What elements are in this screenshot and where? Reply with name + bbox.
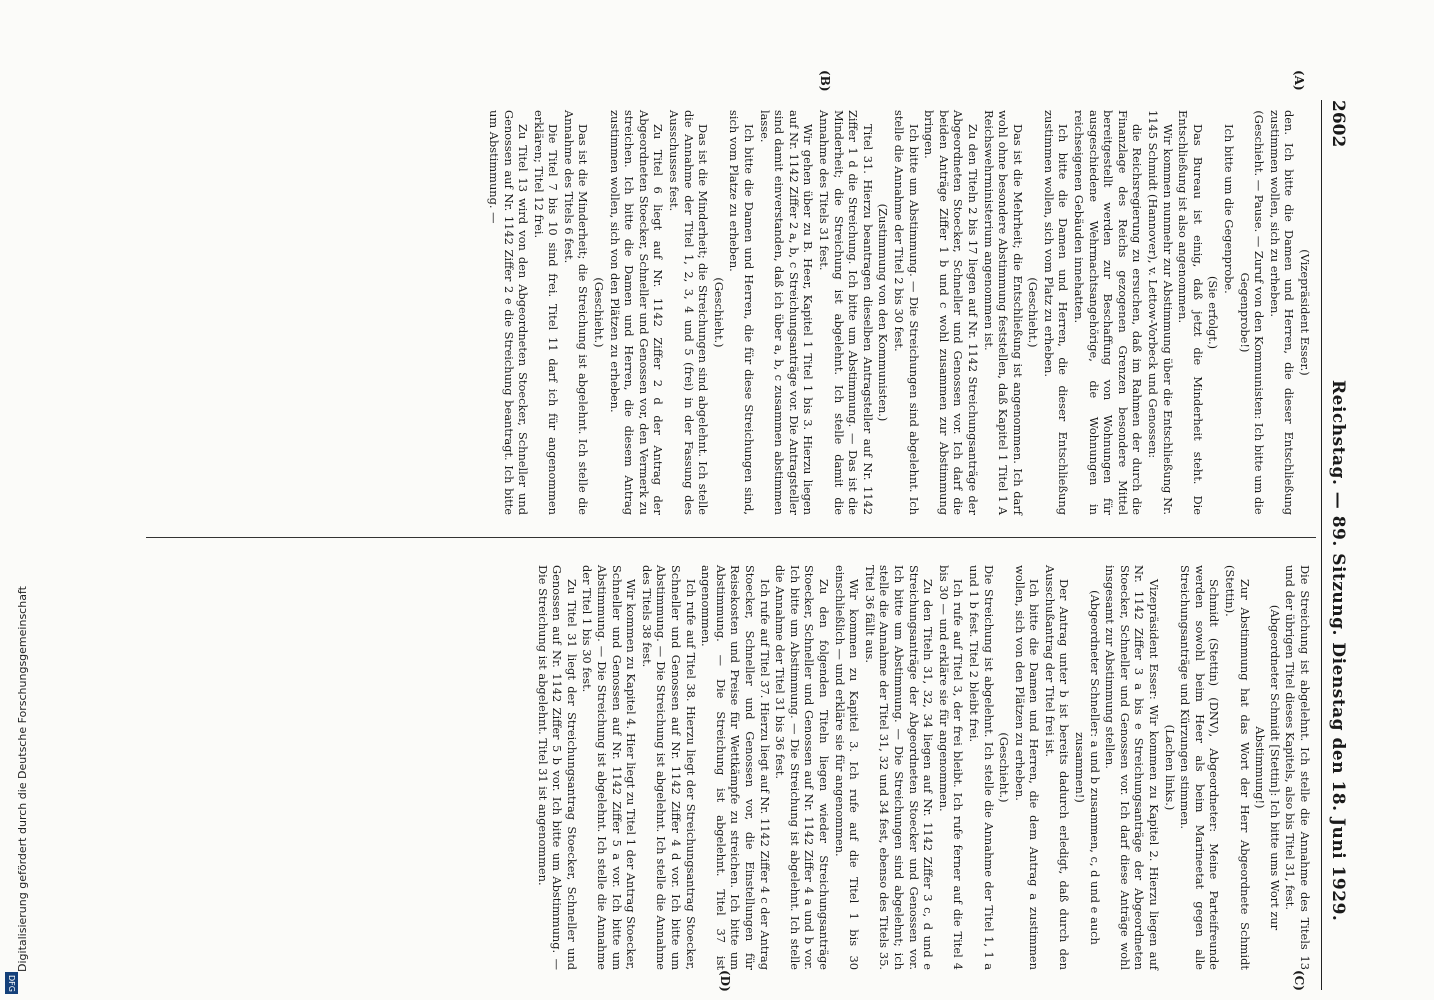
right-column [152,565,1312,970]
paragraph: (Sie erfolgt.) [1206,275,1221,350]
paragraph: Das ist die Mehrheit; die Entschließung ist angenommen. Ich darf wohl ohne besondere Abstimmung feststellen, daß Kapitel 1 Titel 1 A Reichswehrministerium angenommen ist. [981,110,1025,515]
paragraph: Das Bureau ist einig, daß jetzt die Minderheit steht. Die Entschließung ist also angenommen. [1176,110,1205,515]
digitization-credit [4,4,29,994]
paragraph: (Abgeordneter Schneller: a und b zusammen, c, d und e auch zusammen!) [1073,590,1102,945]
paragraph: Ich bitte die Damen und Herren, die dieser Entschließung zustimmen wollen, sich vom Platz zu erheben. [1041,110,1071,515]
paragraph: Das ist die Minderheit; die Streichung ist abgelehnt. Ich stelle die Annahme des Titels 6 fest. [561,110,591,515]
left-column [152,110,1312,515]
paragraph: die Reichsregierung zu ersuchen, daß im Rahmen der durch die Finanzlage des Reichs gezogenen Grenzen besondere Mittel bereitgestellt werden zur Beschaffung von Wohnungen für ausgeschiedene Wehrmachtsangehörige, die Wohnungen in reichseigenen Gebäuden innehatten. [1072,110,1145,515]
paragraph: (Abgeordneter Schmidt [Stettin]: Ich bitte ums Wort zur Abstimmung!) [1253,604,1282,931]
paragraph: Schmidt (Stettin) (DNV), Abgeordneter: Meine Parteifreunde werden sowohl beim Heer als beim Marineetat gegen alle Streichungsanträge und Kürzungen stimmen. [1178,565,1222,970]
paragraph: Ich rufe auf Titel 38. Hierzu liegt der Streichungsantrag Stoecker, Schneller und Genossen auf Nr. 1142 Ziffer 4 d vor. Ich bitte um Abstimmung. — Die Streichung ist abgelehnt. Ich stelle die Annahme des Titels 38 fest. [639,565,698,970]
paragraph: (Geschieht. — Pause. — Zuruf von den Kommunisten: Ich bitte um die Gegenprobe!) [1237,110,1267,515]
margin-letter-b: (B) [818,70,832,92]
dfg-logo: DFG [5,972,18,994]
margin-letter-d: (D) [718,970,732,992]
paragraph: Ich bitte die Damen und Herren, die für diese Streichungen sind, sich vom Platze zu erheben. [727,110,757,515]
paragraph: (Vizepräsident Esser.) [1298,249,1312,376]
paragraph: Zu den folgenden Titeln liegen wieder Streichungsanträge Stoecker, Schneller und Genossen auf Nr. 1142 Ziffer 4 a und b vor. Ich bitte um Abstimmung. — Die Streichung ist abgelehnt. Ich stelle die Annahme der Titel 31 bis 36 fest. [773,565,831,970]
paragraph: Titel 31. Hierzu beantragen dieselben Antragsteller auf Nr. 1142 Ziffer 1 d die Streichung. Ich bitte um Abstimmung. — Das ist die Minderheit; die Streichung ist abgelehnt. Ich stelle damit die Annahme des Titels 31 fest. [817,110,875,515]
paragraph: Vizepräsident Esser: Wir kommen zu Kapitel 2. Hierzu liegen auf Nr. 1142 Ziffer 3 a bis e Streichungsanträge der Abgeordneten Stoecker, Schneller und Genossen vor. Ich darf diese Anträge wohl insgesamt zur Abstimmung stellen. [1103,565,1162,970]
paragraph: Die Streichung ist abgelehnt. Ich stelle die Annahme der Titel 1, 1 a und 1 b fest. Titel 2 bleibt frei. [966,565,996,970]
paragraph: Zur Abstimmung hat das Wort der Herr Abgeordnete Schmidt (Stettin). [1223,565,1252,970]
paragraph: Wir kommen zu Kapitel 3. Ich rufe auf die Titel 1 bis 30 einschließlich — und erkläre sie für angenommen. [832,565,862,970]
paragraph: den. Ich bitte die Damen und Herren, die dieser Entschließung zustimmen wollen, sich zu erheben. [1267,110,1297,515]
running-header [1321,100,1352,990]
paragraph: Ich rufe auf Titel 37. Hierzu liegt auf Nr. 1142 Ziffer 4 c der Antrag Stoecker, Schneller und Genossen vor, die Einstellungen für Reisekosten und Preise für Wettkämpfe zu streichen. Ich bitte um Abstimmung. — Die Streichung ist abgelehnt. Titel 37 ist angenommen. [699,565,772,970]
paragraph: (Geschieht.) [997,732,1012,803]
column-divider [146,537,1316,538]
paragraph: Zu Titel 6 liegt auf Nr. 1142 Ziffer 2 d der Antrag der Abgeordneten Stoecker, Schneller und Genossen vor, den Vermerk zu streichen. Ich bitte die Damen und Herren, die diesem Antrag zustimmen wollen, sich von den Plätzen zu erheben. [607,110,666,515]
header-title: Reichstag. — 89. Sitzung. Dienstag den 18. Juni 1929. [1328,380,1348,922]
paragraph: Das ist die Minderheit; die Streichungen sind abgelehnt. Ich stelle die Annahme der Titel 1, 2, 3, 4 und 5 (frei) in der Fassung des Ausschusses fest. [667,110,711,515]
paragraph: (Geschieht.) [1026,277,1041,348]
paragraph: (Geschieht.) [592,277,607,348]
paragraph: Zu Titel 13 wird von den Abgeordneten Stoecker, Schneller und Genossen auf Nr. 1142 Ziffer 2 e die Streichung beantragt. Ich bitte um Abstimmung. — [486,110,531,515]
paragraph: Ich rufe auf Titel 3, der frei bleibt. Ich rufe ferner auf die Titel 4 bis 30 — und erkläre sie für angenommen. [936,565,966,970]
paragraph: Wir kommen nunmehr zur Abstimmung über die Entschließung Nr. 1145 Schmidt (Hannover), v. Lettow-Vorbeck und Genossen: [1146,110,1175,515]
paragraph: Wir gehen über zu B. Heer, Kapitel 1 Titel 1 bis 3. Hierzu liegen auf Nr. 1142 Ziffer 2 a, b, c Streichungsanträge vor. Die Antragsteller sind damit einverstanden, daß ich über a, b, c zusammen abstimmen lasse. [757,110,816,515]
paragraph: Zu den Titeln 31, 32, 34 liegen auf Nr. 1142 Ziffer 3 c, d und e Streichungsanträge der Abgeordneten Stoecker und Genossen vor. Ich bitte um Abstimmung. — Die Streichungen sind abgelehnt; ich stelle die Annahme der Titel 31, 32 und 34 fest, ebenso des Titels 35. Titel 36 fällt aus. [862,565,936,970]
paragraph: Wir kommen zu Kapitel 4. Hier liegt zu Titel 1 der Antrag Stoecker, Schneller und Genossen auf Nr. 1142 Ziffer 5 a vor. Ich bitte um Abstimmung. — Die Streichung ist abgelehnt. Ich stelle die Annahme der Titel 1 bis 30 fest. [580,565,639,970]
paragraph: Zu Titel 31 liegt der Streichungsantrag Stoecker, Schneller und Genossen auf Nr. 1142 Ziffer 5 b vor. Ich bitte um Abstimmung. — Die Streichung ist abgelehnt. Titel 31 ist angenommen. [535,565,579,970]
rotated-sheet [102,70,1352,992]
credit-text: Digitalisierung gefördert durch die Deutsche Forschungsgemeinschaft [16,586,29,972]
paragraph: (Zustimmung von den Kommunisten.) [876,203,891,422]
paragraph: Ich bitte um Abstimmung. — Die Streichungen sind abgelehnt. Ich stelle die Annahme der Titel 2 bis 30 fest. [891,110,921,515]
paragraph: (Lachen links.) [1162,724,1177,811]
page-number: 2602 [1328,100,1348,148]
paragraph: Der Antrag unter b ist bereits dadurch erledigt, daß durch den Ausschußantrag der Titel frei ist. [1042,565,1072,970]
margin-letter-c: (C) [1292,970,1306,991]
paragraph: Ich bitte die Damen und Herren, die dem Antrag a zustimmen wollen, sich von den Plätzen zu erheben. [1012,565,1042,970]
paragraph: Die Titel 7 bis 10 sind frei. Titel 11 darf ich für angenommen erklären; Titel 12 frei. [531,110,561,515]
paragraph: Zu den Titeln 2 bis 17 liegen auf Nr. 1142 Streichungsanträge der Abgeordneten Stoecker, Schneller und Genossen vor. Ich darf die beiden Anträge Ziffer 1 b und c wohl zusammen zur Abstimmung bringen. [922,110,980,515]
margin-letter-a: (A) [1292,70,1306,91]
paragraph: Ich bitte um die Gegenprobe. [1222,124,1237,294]
paragraph: Die Streichung ist abgelehnt. Ich stelle die Annahme des Titels 13 und der übrigen Titel dieses Kapitels, also bis Titel 31, fest. [1283,565,1312,970]
paragraph: (Geschieht.) [711,277,726,348]
